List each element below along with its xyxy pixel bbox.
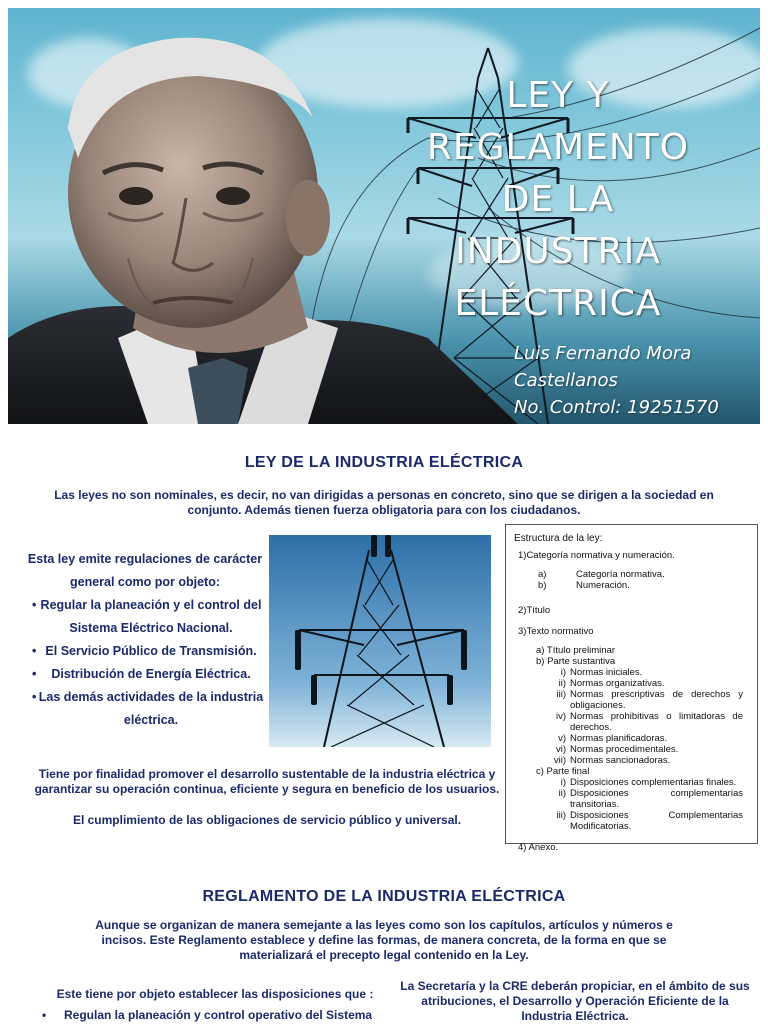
- estructura-item-3a: a) Título preliminar: [536, 645, 616, 656]
- cover-title-line: REGLAMENTO: [426, 127, 690, 168]
- list-item: • El Servicio Público de Transmisión.: [20, 640, 270, 663]
- list-item: i) Normas iniciales.: [560, 667, 643, 678]
- estructura-item-3b: b) Parte sustantiva: [536, 656, 616, 667]
- bullet-icon: •: [42, 1008, 47, 1022]
- reglamento-bullet: [30, 1008, 400, 1023]
- cover-title-line: ELÉCTRICA: [454, 283, 662, 324]
- reglamento-objeto: Este tiene por objeto establecer las disposiciones que :: [56, 987, 374, 1001]
- author-name-line2: Castellanos: [514, 370, 618, 391]
- estructura-item-2: 2)Título: [518, 605, 551, 616]
- cover-banner: [8, 8, 760, 424]
- reglamento-bullet-text: Regulan la planeación y control operativo del Sistema: [64, 1008, 373, 1022]
- ley-regula-intro: Esta ley emite regulaciones de carácter general como por objeto:: [27, 552, 263, 589]
- cover-title: [368, 70, 748, 330]
- reglamento-intro: Aunque se organizan de manera semejante a las leyes como son los capítulos, artículos y números e incisos. Este Reglamento establece y define las formas, de manera concreta, de la forma en que se materializará el precepto legal contenido en la Ley.: [95, 918, 673, 962]
- estructura-item-1a: a) Categoría normativa.: [538, 569, 665, 580]
- list-item: • Distribución de Energía Eléctrica.: [20, 663, 270, 686]
- ley-heading: LEY DE LA INDUSTRIA ELÉCTRICA: [244, 454, 524, 471]
- final-list: [514, 777, 747, 832]
- estructura-item-3: 3)Texto normativo: [518, 626, 594, 637]
- ley-objetivos: [20, 548, 270, 732]
- author-name-line1: Luis Fernando Mora: [514, 343, 692, 364]
- estructura-ley-box: [505, 524, 758, 853]
- estructura-title: Estructura de la ley:: [514, 533, 603, 544]
- sustantiva-list: [514, 667, 747, 766]
- estructura-item-1: 1)Categoría normativa y numeración.: [518, 550, 675, 561]
- tower-photo: [269, 535, 491, 747]
- list-item: v) Normas planificadoras.: [558, 733, 668, 744]
- list-item: iv) Normas prohibitivas o limitadoras de derechos.: [555, 711, 743, 733]
- list-item: • Regular la planeación y el control del Sistema Eléctrico Nacional.: [20, 594, 270, 640]
- list-item: ii) Normas organizativas.: [558, 678, 665, 689]
- list-item: i) Disposiciones complementarias finales.: [560, 777, 737, 788]
- reglamento-heading: REGLAMENTO DE LA INDUSTRIA ELÉCTRICA: [202, 888, 566, 905]
- list-item: vi) Normas procedimentales.: [555, 744, 679, 755]
- list-item: vii) Normas sancionadoras.: [553, 755, 671, 766]
- author-block: [514, 340, 760, 421]
- list-item: • Las demás actividades de la industria eléctrica.: [20, 686, 270, 732]
- list-item: ii) Disposiciones complementarias transitorias.: [558, 788, 743, 810]
- ley-bullet-list: [20, 594, 270, 732]
- estructura-item-3c: c) Parte final: [536, 766, 590, 777]
- cover-title-line: LEY Y: [506, 75, 610, 116]
- estructura-item-4: 4) Anexo.: [518, 842, 559, 853]
- list-item: iii) Normas prescriptivas de derechos y obligaciones.: [556, 689, 743, 711]
- estructura-item-1b: b) Numeración.: [538, 580, 630, 591]
- ley-cumplimiento: El cumplimiento de las obligaciones de servicio público y universal.: [72, 813, 462, 827]
- ley-intro: Las leyes no son nominales, es decir, no van dirigidas a personas en concreto, sino que se dirigen a la sociedad en conjunto. Además tienen fuerza obligatoria para con los ciudadanos.: [54, 488, 714, 517]
- list-item: iii) Disposiciones Complementarias Modificatorias.: [556, 810, 743, 832]
- cover-title-line: INDUSTRIA: [455, 231, 661, 272]
- ley-finalidad: Tiene por finalidad promover el desarrollo sustentable de la industria eléctrica y garantizar su operación continua, eficiente y segura en beneficio de los usuarios.: [34, 767, 500, 796]
- reglamento-cre: La Secretaría y la CRE deberán propiciar, en el ámbito de sus atribuciones, el Desarrollo y Operación Eficiente de la Industria Eléctrica.: [400, 979, 750, 1023]
- control-number: No. Control: 19251570: [514, 397, 719, 418]
- cover-title-line: DE LA: [501, 179, 615, 220]
